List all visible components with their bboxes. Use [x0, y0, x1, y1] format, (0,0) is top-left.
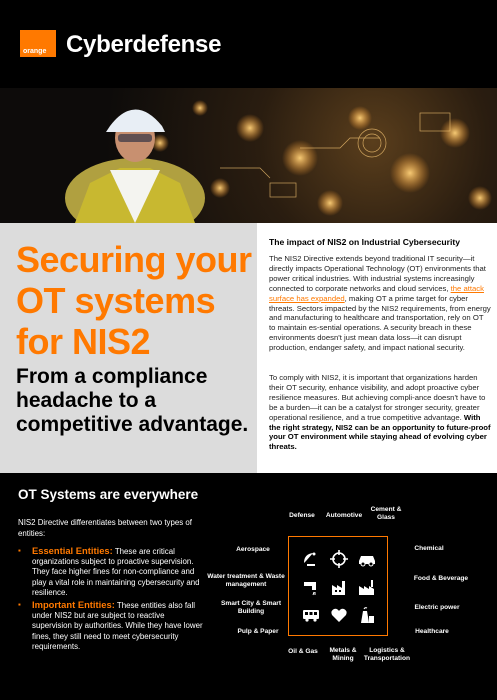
sector-logistics: Logistics & Transportation [363, 647, 411, 662]
bullet-marker: ▪ [18, 600, 21, 609]
sector-smart: Smart City & Smart Building [220, 600, 282, 615]
p2-text-a: To comply with NIS2, it is important that organizations harden their OT security, enhance visibility, and adopt proactive cyber resilience measures. But achieving compli-ance doesn't have to be a burden—it can be a catalyst for stronger security, greater operational resilience, and a true competitive advantage. [269, 373, 486, 422]
faucet-icon [301, 577, 321, 597]
impact-paragraph-2 [269, 373, 491, 452]
power-plant-icon [357, 605, 377, 625]
sector-defense: Defense [289, 512, 315, 519]
subhead-line-3: competitive advantage. [16, 413, 249, 436]
subheadline [16, 365, 256, 437]
main-headline [16, 239, 256, 362]
p1-text-b: , making OT a prime target for cyber threats. Sectors impacted by the NIS2 requirements, from energy and manufacturing to healthcare and transportation, rely on OT to maintain es-sential operations. A security breach in these environments doesn't just mean data loss—it can disrupt production, endanger safety, and impact national security. [269, 293, 491, 353]
ot-systems-intro: NIS2 Directive differentiates between two types of entities: [18, 518, 192, 538]
logo-text: orange [23, 48, 47, 55]
sector-electric: Electric power [414, 604, 460, 611]
hero-illustration [0, 88, 497, 223]
impact-paragraph-1 [269, 254, 491, 353]
headline-line-3: for NIS2 [16, 321, 151, 362]
impact-panel [257, 223, 497, 473]
sector-chemical: Chemical [414, 545, 444, 552]
satellite-dish-icon [301, 549, 321, 569]
essential-entities-label: Essential Entities: [32, 545, 113, 556]
headline-line-2: OT systems [16, 280, 216, 321]
important-entities-label: Important Entities: [32, 599, 115, 610]
crosshair-icon [329, 549, 349, 569]
headline-line-1: Securing your [16, 239, 252, 280]
factory-icon [329, 577, 349, 597]
sector-water: Water treatment & Waste management [207, 573, 285, 588]
header [0, 0, 497, 88]
bus-icon [301, 605, 321, 625]
subhead-line-2: headache to a [16, 389, 157, 412]
sector-pulp: Pulp & Paper [237, 628, 279, 635]
industry-icon [357, 577, 377, 597]
sector-food: Food & Beverage [413, 575, 469, 582]
p1-text-a: The NIS2 Directive extends beyond traditional IT security—it directly impacts Operational Technology (OT) environments that power critical industries. With industrial systems increasingly connected to corporate networks and cloud services, [269, 254, 486, 293]
hero-image [0, 88, 497, 223]
sector-aerospace: Aerospace [236, 546, 270, 553]
attack-surface-link[interactable]: the attack surface has expanded [269, 283, 484, 303]
sector-icon-grid [288, 536, 388, 636]
essential-entities-text: These are critical organizations subject to proactive supervision. They face higher fines for non-compliance and play a vital role in maintaining cybersecurity and resilience. [32, 547, 200, 597]
p2-text-bold: With the right strategy, NIS2 can be an opportunity to future-proof your OT environment while staying ahead of evolving cyber threats. [269, 412, 491, 452]
subhead-line-1: From a compliance [16, 365, 208, 388]
sector-cement: Cement & Glass [370, 506, 402, 521]
important-entities-text: These entities also fall under NIS2 but are subject to reactive supervision by authorities. While they have lower fines, they still need to meet cybersecurity requirements. [32, 601, 203, 651]
sector-oil: Oil & Gas [288, 648, 318, 655]
brand-title: Cyberdefense [66, 31, 222, 58]
car-icon [357, 549, 377, 569]
bullet-essential [18, 546, 203, 598]
headline-panel [0, 223, 257, 473]
sector-metals: Metals & Mining [329, 647, 357, 662]
impact-title: The impact of NIS2 on Industrial Cybersecurity [269, 237, 461, 247]
sector-healthcare: Healthcare [415, 628, 449, 635]
bullet-marker: ▪ [18, 546, 21, 555]
ot-systems-title: OT Systems are everywhere [18, 487, 199, 502]
bullet-important [18, 600, 203, 652]
sector-automotive: Automotive [325, 512, 363, 519]
orange-logo[interactable] [20, 30, 56, 57]
heart-icon [329, 605, 349, 625]
